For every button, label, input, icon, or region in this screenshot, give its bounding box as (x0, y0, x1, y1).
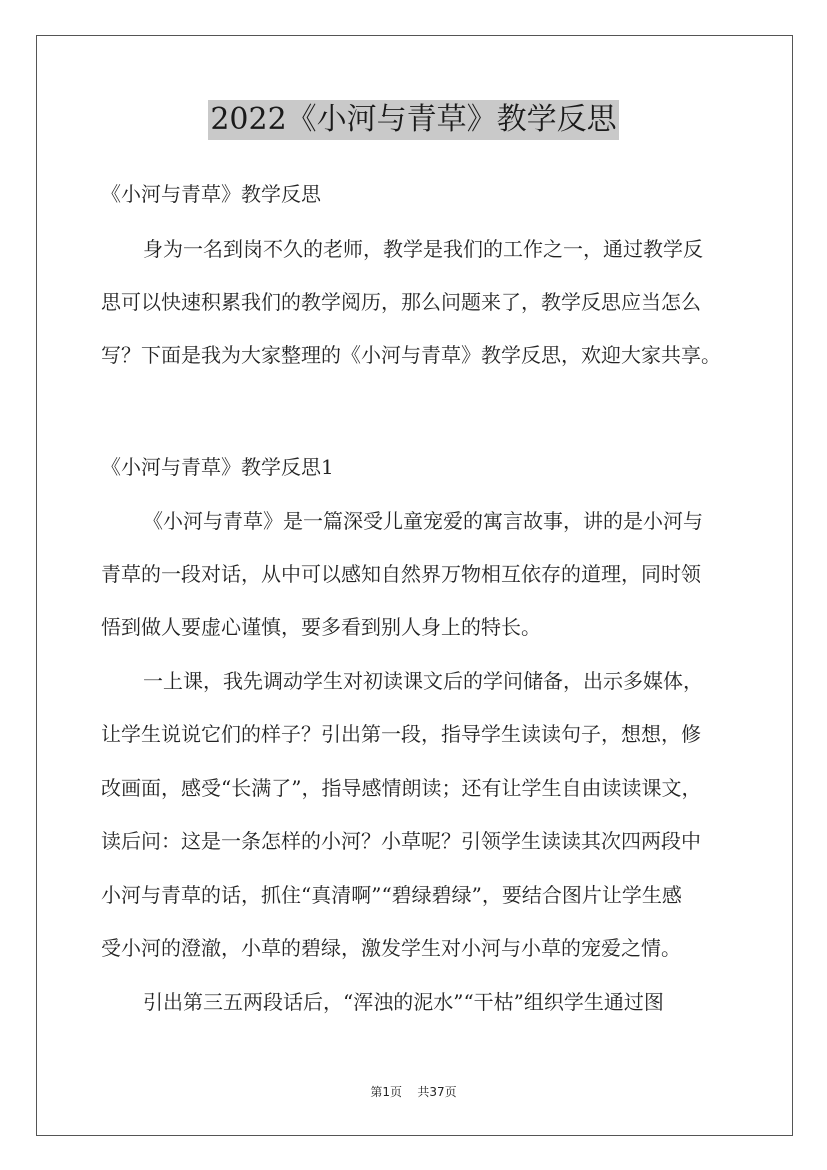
paragraph-line: 引出第三五两段话后，“浑浊的泥水”“干枯”组织学生通过图 (143, 990, 664, 1014)
paragraph-line: 改画面，感受“长满了”，指导感情朗读；还有让学生自由读读课文， (101, 776, 702, 800)
paragraph-line: 青草的一段对话，从中可以感知自然界万物相互依存的道理，同时领 (101, 562, 701, 586)
document-title: 2022《小河与青草》教学反思 (208, 100, 618, 140)
section-heading: 《小河与青草》教学反思 (101, 182, 321, 206)
paragraph-line: 读后问：这是一条怎样的小河？小草呢？引领学生读读其次四两段中 (101, 829, 701, 853)
paragraph-line: 一上课，我先调动学生对初读课文后的学问储备，出示多媒体， (143, 669, 703, 693)
paragraph-line: 身为一名到岗不久的老师，教学是我们的工作之一，通过教学反 (143, 237, 703, 261)
section-heading: 《小河与青草》教学反思1 (101, 455, 334, 479)
page-total: 共37页 (417, 1085, 457, 1099)
paragraph-line: 写？下面是我为大家整理的《小河与青草》教学反思，欢迎大家共享。 (101, 343, 721, 367)
paragraph-line: 悟到做人要虚心谨慎，要多看到别人身上的特长。 (101, 615, 541, 639)
page-number: 第1页 (370, 1085, 403, 1099)
paragraph-line: 让学生说说它们的样子？引出第一段，指导学生读读句子，想想，修 (101, 722, 701, 746)
paragraph-line: 小河与青草的话，抓住“真清啊”“碧绿碧绿”，要结合图片让学生感 (101, 883, 682, 907)
page-footer (0, 1083, 827, 1100)
paragraph-line: 《小河与青草》是一篇深受儿童宠爱的寓言故事，讲的是小河与 (143, 509, 703, 533)
paragraph-line: 思可以快速积累我们的教学阅历，那么问题来了，教学反思应当怎么 (101, 290, 701, 314)
paragraph-line: 受小河的澄澈，小草的碧绿，激发学生对小河与小草的宠爱之情。 (101, 936, 681, 960)
title-wrap (0, 100, 827, 140)
